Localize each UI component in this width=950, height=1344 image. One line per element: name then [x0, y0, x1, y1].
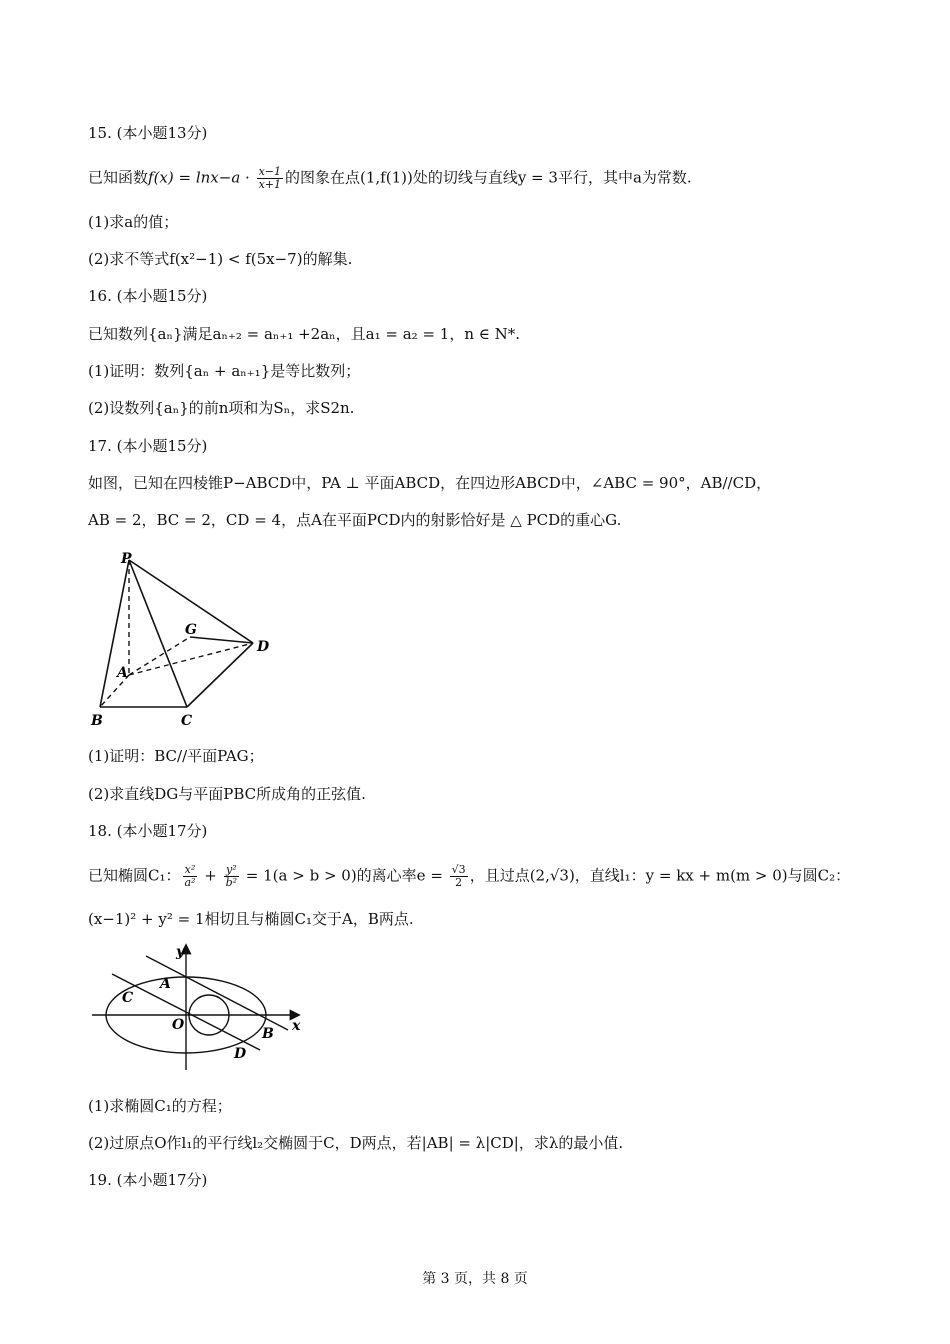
q18-frac1-den: a²: [184, 876, 196, 889]
label-C: C: [122, 990, 134, 1006]
label-x: x: [292, 1018, 301, 1034]
pyramid-figure: [85, 545, 285, 735]
label-B: B: [91, 713, 103, 729]
label-y: y: [176, 944, 185, 960]
q15-fraction: [257, 166, 283, 191]
label-A: A: [117, 665, 128, 681]
q15-frac-den: x+1: [258, 178, 281, 191]
q15-stem-func: f(x) = lnx−a ·: [148, 168, 255, 187]
q18-frac1-num: x²: [183, 864, 198, 877]
q19-header: 19. (本小题17分): [88, 1171, 208, 1189]
edge-PB: [100, 560, 129, 707]
q18-frac2-den: b²: [225, 876, 238, 889]
label-P: P: [121, 551, 132, 567]
edge-PC: [129, 560, 187, 707]
line-l1: [146, 956, 288, 1030]
label-D: D: [234, 1046, 247, 1062]
ellipse-figure: [88, 938, 318, 1078]
q18-part1: (1)求椭圆C₁的方程；: [88, 1097, 232, 1115]
label-B: B: [262, 1026, 274, 1042]
q16-header: 16. (本小题15分): [88, 287, 208, 305]
q18-header: 18. (本小题17分): [88, 822, 208, 840]
label-C: C: [181, 713, 193, 729]
q18-stem-line2: (x−1)² + y² = 1相切且与椭圆C₁交于A，B两点.: [88, 910, 414, 928]
q15-stem-pre: 已知函数: [88, 168, 149, 187]
q18-stem-post: ，且过点(2,√3)，直线l₁：y = kx + m(m > 0)与圆C₂：: [469, 866, 851, 885]
label-A: A: [160, 976, 171, 992]
q18-frac2: [224, 864, 239, 889]
edge-AD: [129, 643, 253, 675]
q18-frac3: [450, 864, 468, 889]
q18-part2: (2)过原点O作l₁的平行线l₂交椭圆于C，D两点，若|AB| = λ|CD|，求λ的最小值.: [88, 1134, 624, 1152]
label-G: G: [185, 622, 197, 638]
q15-part1: (1)求a的值；: [88, 213, 179, 231]
q15-stem-post: 的图象在点(1,f(1))处的切线与直线y = 3平行，其中a为常数.: [285, 168, 692, 187]
q15-part2: (2)求不等式f(x²−1) < f(5x−7)的解集.: [88, 250, 353, 268]
q17-part1: (1)证明：BC//平面PAG；: [88, 747, 264, 765]
q15-header: 15. (本小题13分): [88, 124, 208, 142]
q18-frac2-num: y²: [224, 864, 239, 877]
q17-stem-line1: 如图，已知在四棱锥P−ABCD中，PA ⊥ 平面ABCD，在四边形ABCD中，∠ABC = 90°，AB//CD，: [88, 474, 772, 492]
q18-frac3-den: 2: [455, 876, 463, 889]
q17-part2: (2)求直线DG与平面PBC所成角的正弦值.: [88, 785, 366, 803]
edge-AG: [129, 637, 190, 675]
q17-stem-line2: AB = 2，BC = 2，CD = 4，点A在平面PCD内的射影恰好是 △ PCD的重心G.: [88, 511, 622, 529]
q15-frac-num: x−1: [258, 165, 281, 178]
page-footer: 第 3 页，共 8 页: [422, 1271, 528, 1287]
q16-stem: 已知数列{aₙ}满足aₙ₊₂ = aₙ₊₁ +2aₙ，且a₁ = a₂ = 1，n ∈ N*.: [88, 325, 521, 343]
label-D: D: [257, 639, 270, 655]
q18-plus: +: [199, 866, 222, 885]
q17-header: 17. (本小题15分): [88, 437, 208, 455]
q18-frac1: [183, 864, 198, 889]
q18-stem-mid: = 1(a > b > 0)的离心率e =: [241, 866, 448, 885]
q16-part1: (1)证明：数列{aₙ + aₙ₊₁}是等比数列；: [88, 362, 361, 380]
label-O: O: [172, 1017, 185, 1033]
q18-stem: [88, 864, 850, 889]
q18-stem-pre: 已知椭圆C₁：: [88, 866, 181, 885]
q15-stem: [88, 166, 692, 191]
edge-GD: [190, 637, 253, 643]
edge-CD: [187, 643, 253, 707]
q18-frac3-num: √3: [451, 863, 466, 876]
q16-part2: (2)设数列{aₙ}的前n项和为Sₙ，求S2n.: [88, 399, 355, 417]
